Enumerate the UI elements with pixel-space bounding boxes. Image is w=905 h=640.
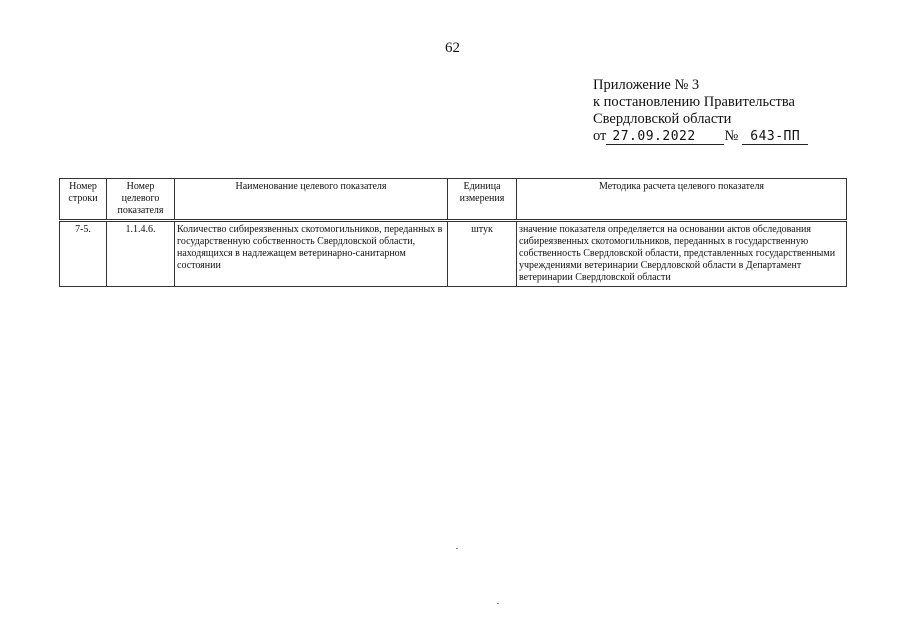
header-row-number: Номер строки [60,179,107,221]
header-indicator-number: Номер целевого показателя [107,179,175,221]
header-indicator-name: Наименование целевого показателя [175,179,448,221]
cell-row-number: 7-5. [60,221,107,287]
scan-speck [497,603,499,604]
attachment-heading [593,77,808,145]
cell-unit: штук [448,221,517,287]
page-number: 62 [445,40,460,56]
number-prefix: № [724,128,739,144]
table-row [60,221,847,287]
attachment-title: Приложение № 3 [593,77,700,93]
header-method: Методика расчета целевого показателя [517,179,847,221]
decree-date-number-line [593,128,808,145]
cell-indicator-number: 1.1.4.6. [107,221,175,287]
attachment-reference: к постановлению Правительства [593,94,795,110]
cell-method: значение показателя определяется на основании актов обследования сибиреязвенных скотомогильников, переданных в государственную собственность Свердловской области, представленных государственными учреждениями ветеринарии Свердловской области в Департамент ветеринарии Свердловской области [517,221,847,287]
from-prefix: от [593,128,607,144]
header-unit: Единица измерения [448,179,517,221]
cell-indicator-name: Количество сибиреязвенных скотомогильников, переданных в государственную собственность Свердловской области, находящихся в надлежащем ветеринарно-санитарном состоянии [175,221,448,287]
indicators-table [59,178,847,287]
scan-speck [456,548,458,549]
decree-number: 643-ПП [742,129,808,145]
attachment-region: Свердловской области [593,111,732,127]
decree-date: 27.09.2022 [606,129,724,145]
table-header-row [60,179,847,221]
